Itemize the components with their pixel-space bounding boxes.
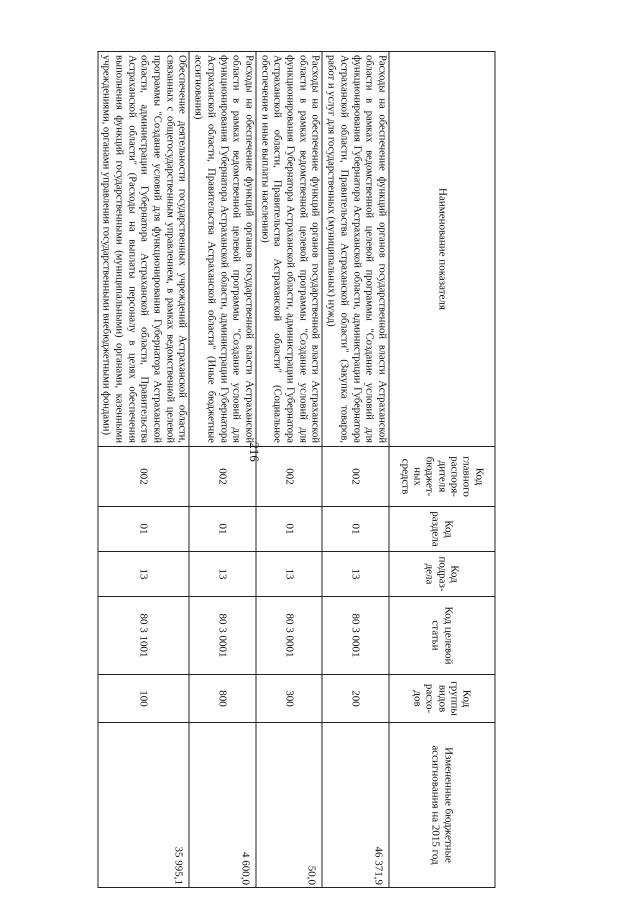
- header-name: Наименование показателя: [389, 52, 495, 447]
- header-expense-group: Код группы видов расхо-дов: [389, 675, 495, 723]
- table-row: [256, 52, 323, 888]
- budget-table: [97, 51, 495, 888]
- row-section: 01: [189, 507, 256, 552]
- header-subsection: Код подраз-дела: [389, 552, 495, 597]
- row-name: Обеспечение деятельности государственных учреждений Астраханской области, связанных с общегосударственным управлением, в рамках ведомственной целевой программы "Создание условий для функционирования Губернатора Астраханской области, администрации Губернатора Астраханской области, Правительства Астраханской области" (Расходы на выплаты персоналу в целях обеспечения выполнения функций государственными (муниципальными) органами, казенными учреждениями, органами управления государственными внебюджетными фондами): [98, 52, 190, 447]
- table-row: [189, 52, 256, 888]
- row-amount: 50,0: [256, 723, 323, 888]
- row-expense-group: 200: [322, 675, 389, 723]
- row-grbs: 002: [256, 447, 323, 507]
- table-row: [98, 52, 190, 888]
- row-expense-group: 100: [98, 675, 190, 723]
- row-name: Расходы на обеспечение функций органов государственной власти Астраханской области в рамках ведомственной целевой программы "Создание условий для функционирования Губернатора Астраханской области, администрации Губернатора Астраханской области, Правительства Астраханской области" (Социальное обеспечение и иные выплаты населению): [256, 52, 323, 447]
- row-target: 80 3 0001: [256, 597, 323, 675]
- row-subsection: 13: [322, 552, 389, 597]
- row-grbs: 002: [322, 447, 389, 507]
- row-target: 80 3 0001: [189, 597, 256, 675]
- row-section: 01: [322, 507, 389, 552]
- row-amount: 35 995,1: [98, 723, 190, 888]
- row-grbs: 002: [189, 447, 256, 507]
- row-name: Расходы на обеспечение функций органов государственной власти Астраханской области в рамках ведомственной целевой программы "Создание условий для функционирования Губернатора Астраханской области, администрации Губернатора Астраханской области, Правительства Астраханской области" (Закупка товаров, работ и услуг для государственных (муниципальных) нужд): [322, 52, 389, 447]
- table-row: [322, 52, 389, 888]
- row-amount: 46 371,9: [322, 723, 389, 888]
- header-grbs: Код главного распоря-дителя бюджет-ных средств: [389, 447, 495, 507]
- row-grbs: 002: [98, 447, 190, 507]
- row-subsection: 13: [98, 552, 190, 597]
- header-amount: Измененные бюджетные ассигнования на 2015 год: [389, 723, 495, 888]
- row-target: 80 3 1001: [98, 597, 190, 675]
- budget-table-container: [100, 51, 496, 887]
- row-subsection: 13: [256, 552, 323, 597]
- header-section: Код раздела: [389, 507, 495, 552]
- page-number: 216: [247, 442, 262, 462]
- row-name: Расходы на обеспечение функций органов государственной власти Астраханской области в рамках ведомственной целевой программы "Создание условий для функционирования Губернатора Астраханской области, администрации Губернатора Астраханской области, Правительства Астраханской области" (Иные бюджетные ассигнования): [189, 52, 256, 447]
- row-target: 80 3 0001: [322, 597, 389, 675]
- row-expense-group: 800: [189, 675, 256, 723]
- header-row: [389, 52, 495, 888]
- row-amount: 4 600,0: [189, 723, 256, 888]
- header-target: Код целевой статьи: [389, 597, 495, 675]
- row-section: 01: [98, 507, 190, 552]
- row-expense-group: 300: [256, 675, 323, 723]
- row-subsection: 13: [189, 552, 256, 597]
- row-section: 01: [256, 507, 323, 552]
